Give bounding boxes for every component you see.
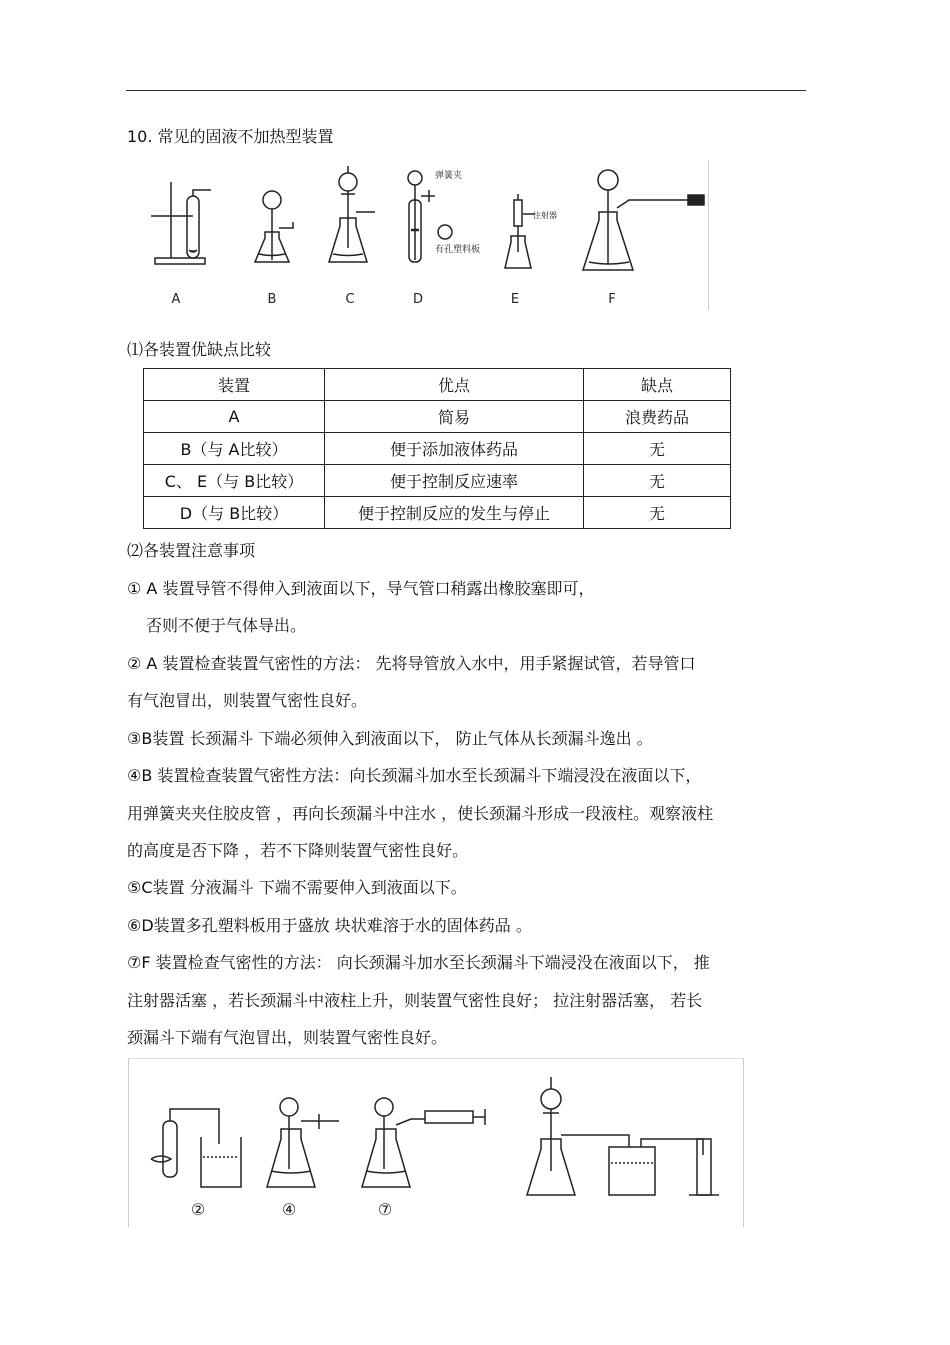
table-cell: C、 E（与 B比较） xyxy=(144,465,325,497)
table-cell: 浪费药品 xyxy=(584,401,731,433)
apparatus-f xyxy=(583,170,704,270)
note-2b: 有气泡冒出，则装置气密性良好。 xyxy=(127,691,368,710)
note-5: ⑤C装置 分液漏斗 下端不需要伸入到液面以下。 xyxy=(127,878,467,897)
apparatus-4 xyxy=(267,1098,339,1187)
note-7b: 注射器活塞 ，若长颈漏斗中液柱上升，则装置气密性良好； 拉注射器活塞， 若长 xyxy=(127,991,703,1010)
note-4b: 用弹簧夹夹住胶皮管 ，再向长颈漏斗中注水 ，使长颈漏斗形成一段液柱。观察液柱 xyxy=(127,804,714,823)
note-2a: ② A 装置检查装置气密性的方法： 先将导管放入水中，用手紧握试管，若导管口 xyxy=(127,654,696,673)
table-cell: A xyxy=(144,401,325,433)
apparatus-a xyxy=(151,182,211,264)
table-cell: B（与 A比较） xyxy=(144,433,325,465)
label-c: C xyxy=(345,292,355,307)
table-cell: 无 xyxy=(584,465,731,497)
table-cell: 便于控制反应速率 xyxy=(325,465,584,497)
apparatus-e xyxy=(505,194,535,268)
note-7a: ⑦F 装置检查气密性的方法： 向长颈漏斗加水至长颈漏斗下端浸没在液面以下， 推 xyxy=(127,953,710,972)
table-cell: 便于控制反应的发生与停止 xyxy=(325,497,584,529)
note-7c: 颈漏斗下端有气泡冒出，则装置气密性良好。 xyxy=(127,1028,448,1047)
label-a: A xyxy=(171,292,181,307)
label-f: F xyxy=(608,292,616,307)
annotation-syringe: 注射器 xyxy=(533,211,557,220)
table-cell: 无 xyxy=(584,433,731,465)
note-1b: 否则不便于气体导出。 xyxy=(146,616,307,635)
label-d: D xyxy=(412,292,424,307)
apparatus-c xyxy=(329,166,375,262)
apparatus-2 xyxy=(151,1109,241,1187)
table-header-row xyxy=(144,369,731,401)
label-b: B xyxy=(267,292,277,307)
apparatus-drawing-1 xyxy=(143,160,708,310)
label-circled-7: ⑦ xyxy=(377,1200,393,1219)
note-4a: ④B 装置检查装置气密性方法：向长颈漏斗加水至长颈漏斗下端浸没在液面以下， xyxy=(127,766,702,785)
table-cell: 简易 xyxy=(325,401,584,433)
apparatus-figure-1 xyxy=(143,160,709,310)
apparatus-figure-2 xyxy=(128,1058,744,1227)
table-cell: 无 xyxy=(584,497,731,529)
label-e: E xyxy=(510,292,520,307)
note-4c: 的高度是否下降 ，若不下降则装置气密性良好。 xyxy=(127,841,469,860)
note-1a: ① A 装置导管不得伸入到液面以下，导气管口稍露出橡胶塞即可， xyxy=(127,579,595,598)
comparison-table xyxy=(143,368,731,529)
note-6: ⑥D装置多孔塑料板用于盛放 块状难溶于水的固体药品 。 xyxy=(127,916,532,935)
table-row xyxy=(144,433,731,465)
annotation-clip: 弹簧夹 xyxy=(435,171,463,181)
annotation-plate: 有孔塑料板 xyxy=(435,245,481,255)
part1-title: ⑴各装置优缺点比较 xyxy=(127,340,272,359)
label-circled-4: ④ xyxy=(281,1200,297,1219)
apparatus-collection-train xyxy=(527,1077,719,1195)
table-row xyxy=(144,497,731,529)
apparatus-b xyxy=(255,191,293,262)
table-header-cell: 优点 xyxy=(325,369,584,401)
header-rule xyxy=(126,90,806,91)
note-3: ③B装置 长颈漏斗 下端必须伸入到液面以下， 防止气体从长颈漏斗逸出 。 xyxy=(127,729,653,748)
apparatus-7 xyxy=(362,1098,485,1187)
table-cell: D（与 B比较） xyxy=(144,497,325,529)
section-title: 10. 常见的固液不加热型装置 xyxy=(127,127,334,146)
table-header-cell: 装置 xyxy=(144,369,325,401)
label-circled-2: ② xyxy=(190,1200,206,1219)
table-header-cell: 缺点 xyxy=(584,369,731,401)
part2-title: ⑵各装置注意事项 xyxy=(127,541,256,560)
apparatus-drawing-2 xyxy=(129,1059,743,1227)
table-row xyxy=(144,401,731,433)
table-row xyxy=(144,465,731,497)
table-cell: 便于添加液体药品 xyxy=(325,433,584,465)
